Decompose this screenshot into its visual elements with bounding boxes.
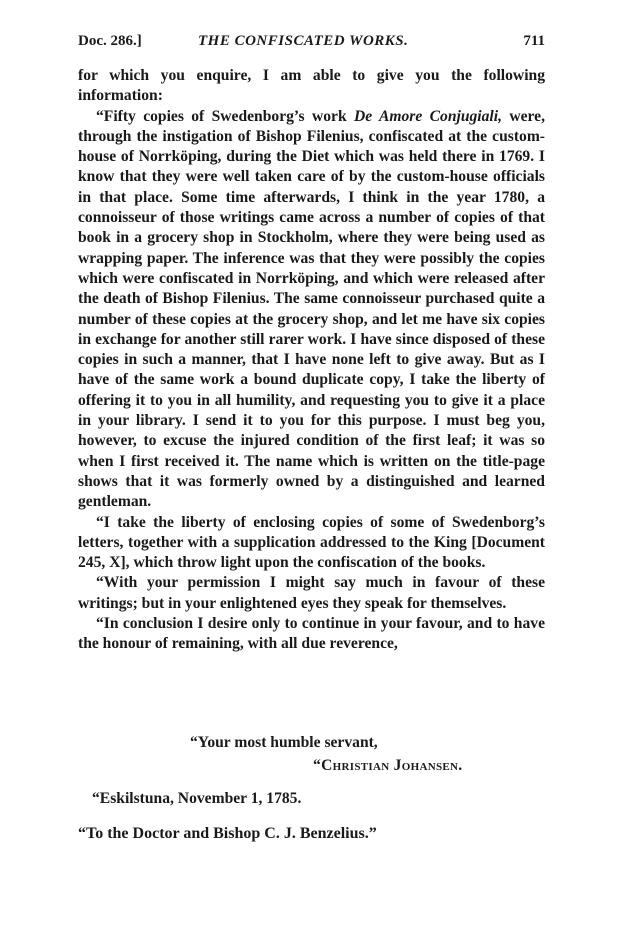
book-title-italic: De Amore Conjugiali,	[353, 107, 502, 125]
addressee-line: “To the Doctor and Bishop C. J. Benzelius.”	[78, 825, 377, 842]
paragraph-fifty-copies	[78, 107, 545, 513]
paragraph-conclusion: “In conclusion I desire only to continue in your favour, and to have the honour of remaining, with all due reverence,	[78, 615, 545, 653]
paragraph-permission: “With your permission I might say much in favour of these writings; but in your enlightened eyes they speak for themselves.	[78, 574, 545, 612]
document-reference: Doc. 286.]	[78, 33, 142, 49]
paragraph-fifty-copies-start: “Fifty copies of Swedenborg’s work	[96, 107, 354, 125]
running-title: THE CONFISCATED WORKS.	[198, 33, 409, 49]
place-and-date: “Eskilstuna, November 1, 1785.	[92, 790, 302, 807]
signature-name: “Christian Johansen.	[313, 757, 463, 774]
paragraph-continuation: for which you enquire, I am able to give you the following information:	[78, 67, 545, 105]
page-header	[78, 33, 545, 53]
page-number: 711	[523, 33, 545, 49]
closing-servant: “Your most humble servant,	[190, 734, 378, 751]
letter-body	[78, 66, 545, 655]
paragraph-enclosing-letters: “I take the liberty of enclosing copies of some of Swedenborg’s letters, together with a supplication addressed to the King [Document 245, X], which throw light upon the confiscation of the books.	[78, 513, 545, 572]
paragraph-fifty-copies-rest: were, through the instigation of Bishop Filenius, confiscated at the custom-house of Norrköping, during the Diet which was held there in 1769. I know that they were well taken care of by the custom-house officials in that place. Some time afterwards, I think in the year 1780, a connoisseur of those writings came across a number of copies of that book in a grocery shop in Stockholm, where they were being used as wrapping paper. The inference was that they were possibly the copies which were confiscated in Norrköping, and which were released after the death of Bishop Filenius. The same connoisseur purchased quite a number of these copies at the grocery shop, and let me have six copies in exchange for another still rarer work. I have since disposed of these copies in such a manner, that I have none left to give away. But as I have of the same work a bound duplicate copy, I take the liberty of offering it to you in all humility, and requesting you to give it a place in your library. I send it to you for this purpose. I must beg you, however, to excuse the injured condition of the first leaf; it was so when I first received it. The name which is written on the title-page shows that it was formerly owned by a distinguished and learned gentleman.	[78, 107, 545, 511]
